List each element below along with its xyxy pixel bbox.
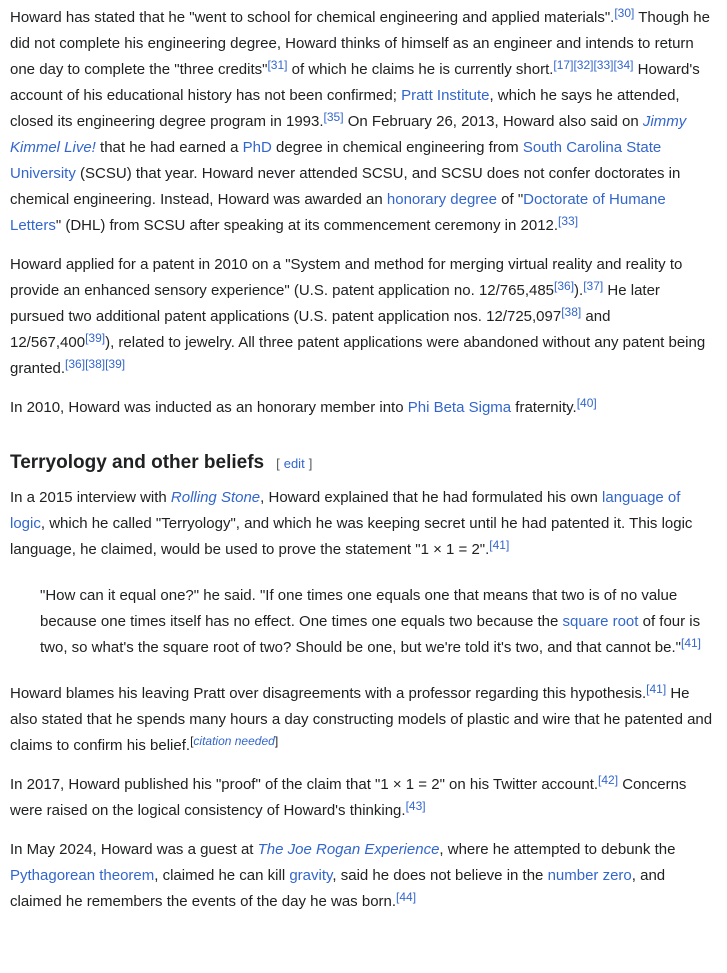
wiki-link[interactable]: Jimmy Kimmel Live!: [10, 113, 687, 156]
citation-ref: [554, 279, 574, 293]
text-run: On February 26, 2013, Howard also said on: [343, 113, 643, 130]
edit-bracket-close-icon: ]: [308, 456, 313, 471]
wiki-link[interactable]: number zero: [547, 867, 632, 884]
text-run: and 12/567,400: [10, 308, 611, 351]
text-run: "How can it equal one?" he said. "If one times one equals one that means that two is of no value because one times itself has no effect. One times one equals two because the: [40, 587, 678, 630]
text-run: , claimed he can kill: [154, 867, 290, 884]
wiki-link[interactable]: Rolling Stone: [170, 489, 261, 506]
citation-ref: [598, 773, 618, 787]
citation-ref-link[interactable]: [38]: [85, 357, 106, 371]
citation-ref: [85, 331, 105, 345]
citation-ref: [646, 682, 666, 696]
paragraph: [10, 837, 717, 915]
citation-ref-link[interactable]: [38]: [561, 305, 582, 319]
citation-ref-link[interactable]: [39]: [105, 357, 126, 371]
text-run: In May 2024, Howard was a guest at: [10, 841, 258, 858]
citation-ref: [614, 6, 634, 20]
citation-ref-link[interactable]: [30]: [614, 6, 635, 20]
text-run: , and claimed he remembers the events of the day he was born.: [10, 867, 666, 910]
text-run: fraternity.: [511, 399, 577, 416]
text-run: of four is two, so what's the square root of two? Should be one, but we're told it's two, and that cannot be.": [40, 613, 701, 656]
citation-ref: [558, 214, 578, 228]
text-run: In 2017, Howard published his "proof" of the claim that "1 × 1 = 2" on his Twitter account.: [10, 776, 599, 793]
paragraph: [10, 681, 717, 759]
citation-ref-link[interactable]: [36]: [65, 357, 86, 371]
text-run: Howard has stated that he "went to school for chemical engineering and applied materials".: [10, 9, 615, 26]
wiki-link[interactable]: square root: [562, 613, 639, 630]
citation-ref: [324, 110, 344, 124]
citation-ref: [105, 357, 125, 371]
citation-ref: [613, 58, 633, 72]
text-run: degree in chemical engineering from: [271, 139, 523, 156]
citation-ref: [406, 799, 426, 813]
text-run: Concerns were raised on the logical consistency of Howard's thinking.: [10, 776, 687, 819]
citation-ref-link[interactable]: [35]: [323, 110, 344, 124]
citation-ref: [593, 58, 613, 72]
section-heading: [10, 451, 717, 475]
citation-ref: [681, 636, 701, 650]
text-run: , said he does not believe in the: [332, 867, 548, 884]
citation-ref: [573, 58, 593, 72]
wiki-link[interactable]: South Carolina State University: [10, 139, 662, 182]
citation-ref: [561, 305, 581, 319]
text-run: , which he called "Terryology", and which he was keeping secret until he had patented it. This logic language, he claimed, would be used to prove the statement "1 × 1 = 2".: [10, 515, 693, 558]
text-run: He later pursued two additional patent applications (U.S. patent application nos. 12/725,097: [10, 282, 660, 325]
wiki-link[interactable]: honorary degree: [386, 191, 497, 208]
paragraph: [10, 5, 717, 239]
text-run: Howard blames his leaving Pratt over disagreements with a professor regarding this hypothesis.: [10, 685, 647, 702]
wiki-link[interactable]: Doctorate of Humane Letters: [10, 191, 666, 234]
text-run: , Howard explained that he had formulated his own: [260, 489, 603, 506]
text-run: Though he did not complete his engineering degree, Howard thinks of himself as an engineer and intends to return one day to complete the "three credits": [10, 9, 710, 78]
citation-ref: [577, 396, 597, 410]
citation-ref-link[interactable]: [33]: [593, 58, 614, 72]
citation-ref-link[interactable]: [41]: [489, 538, 510, 552]
citation-needed-link[interactable]: citation needed: [193, 734, 275, 748]
citation-ref-link[interactable]: [32]: [573, 58, 594, 72]
text-run: of ": [496, 191, 524, 208]
text-run: In 2010, Howard was inducted as an honorary member into: [10, 399, 408, 416]
wiki-link[interactable]: language of logic: [10, 489, 681, 532]
text-run: that he had earned a: [95, 139, 243, 156]
citation-ref: [553, 58, 573, 72]
citation-needed-bracket-close: ]: [274, 734, 279, 748]
wiki-link[interactable]: Pratt Institute: [401, 87, 490, 104]
citation-ref-link[interactable]: [44]: [396, 890, 417, 904]
citation-ref-link[interactable]: [34]: [613, 58, 634, 72]
citation-needed-bracket-open: [: [190, 734, 194, 748]
text-run: ).: [574, 282, 584, 299]
citation-ref: [396, 890, 416, 904]
citation-ref: [85, 357, 105, 371]
citation-ref-link[interactable]: [36]: [554, 279, 575, 293]
paragraph: [10, 485, 717, 563]
citation-ref: [267, 58, 287, 72]
text-run: In a 2015 interview with: [10, 489, 171, 506]
citation-ref: [65, 357, 85, 371]
wiki-link[interactable]: Pythagorean theorem: [10, 867, 155, 884]
text-run: , which he says he attended, closed its engineering degree program in 1993.: [10, 87, 680, 130]
citation-ref-link[interactable]: [17]: [553, 58, 574, 72]
text-run: , where he attempted to debunk the: [439, 841, 676, 858]
citation-needed: [190, 734, 278, 748]
edit-link[interactable]: edit: [283, 456, 305, 471]
text-run: " (DHL) from SCSU after speaking at its commencement ceremony in 2012.: [55, 217, 559, 234]
citation-ref-link[interactable]: [31]: [267, 58, 288, 72]
edit-section: [276, 456, 312, 471]
section-title: Terryology and other beliefs: [10, 452, 265, 473]
paragraph: [10, 252, 717, 382]
citation-ref-link[interactable]: [39]: [85, 331, 106, 345]
citation-ref-link[interactable]: [41]: [680, 636, 701, 650]
text-run: (SCSU) that year. Howard never attended SCSU, and SCSU does not confer doctorates in chemical engineering. Instead, Howard was awarded an: [10, 165, 681, 208]
citation-ref-link[interactable]: [41]: [646, 682, 667, 696]
citation-ref-link[interactable]: [43]: [405, 799, 426, 813]
wiki-link[interactable]: gravity: [289, 867, 333, 884]
text-run: Howard applied for a patent in 2010 on a "System and method for merging virtual reality and reality to provide an enhanced sensory experience" (U.S. patent application no. 12/765,485: [10, 256, 683, 299]
citation-ref-link[interactable]: [33]: [558, 214, 579, 228]
citation-ref: [583, 279, 603, 293]
citation-ref-link[interactable]: [37]: [583, 279, 604, 293]
blockquote: [40, 583, 717, 661]
edit-bracket-open-icon: [: [276, 456, 280, 471]
paragraph: [10, 772, 717, 824]
wiki-link[interactable]: PhD: [242, 139, 272, 156]
text-run: Howard's account of his educational history has not been confirmed;: [10, 61, 700, 104]
text-run: He also stated that he spends many hours a day constructing models of plastic and wire that he patented and claims to confirm his belief.: [10, 685, 713, 754]
paragraph: [10, 395, 717, 421]
citation-ref-link[interactable]: [40]: [576, 396, 597, 410]
text-run: of which he claims he is currently short.: [287, 61, 554, 78]
text-run: ), related to jewelry. All three patent applications were abandoned without any patent being granted.: [10, 334, 706, 377]
wiki-link[interactable]: The Joe Rogan Experience: [257, 841, 440, 858]
citation-ref: [489, 538, 509, 552]
citation-ref-link[interactable]: [42]: [598, 773, 619, 787]
wiki-link[interactable]: Phi Beta Sigma: [407, 399, 512, 416]
